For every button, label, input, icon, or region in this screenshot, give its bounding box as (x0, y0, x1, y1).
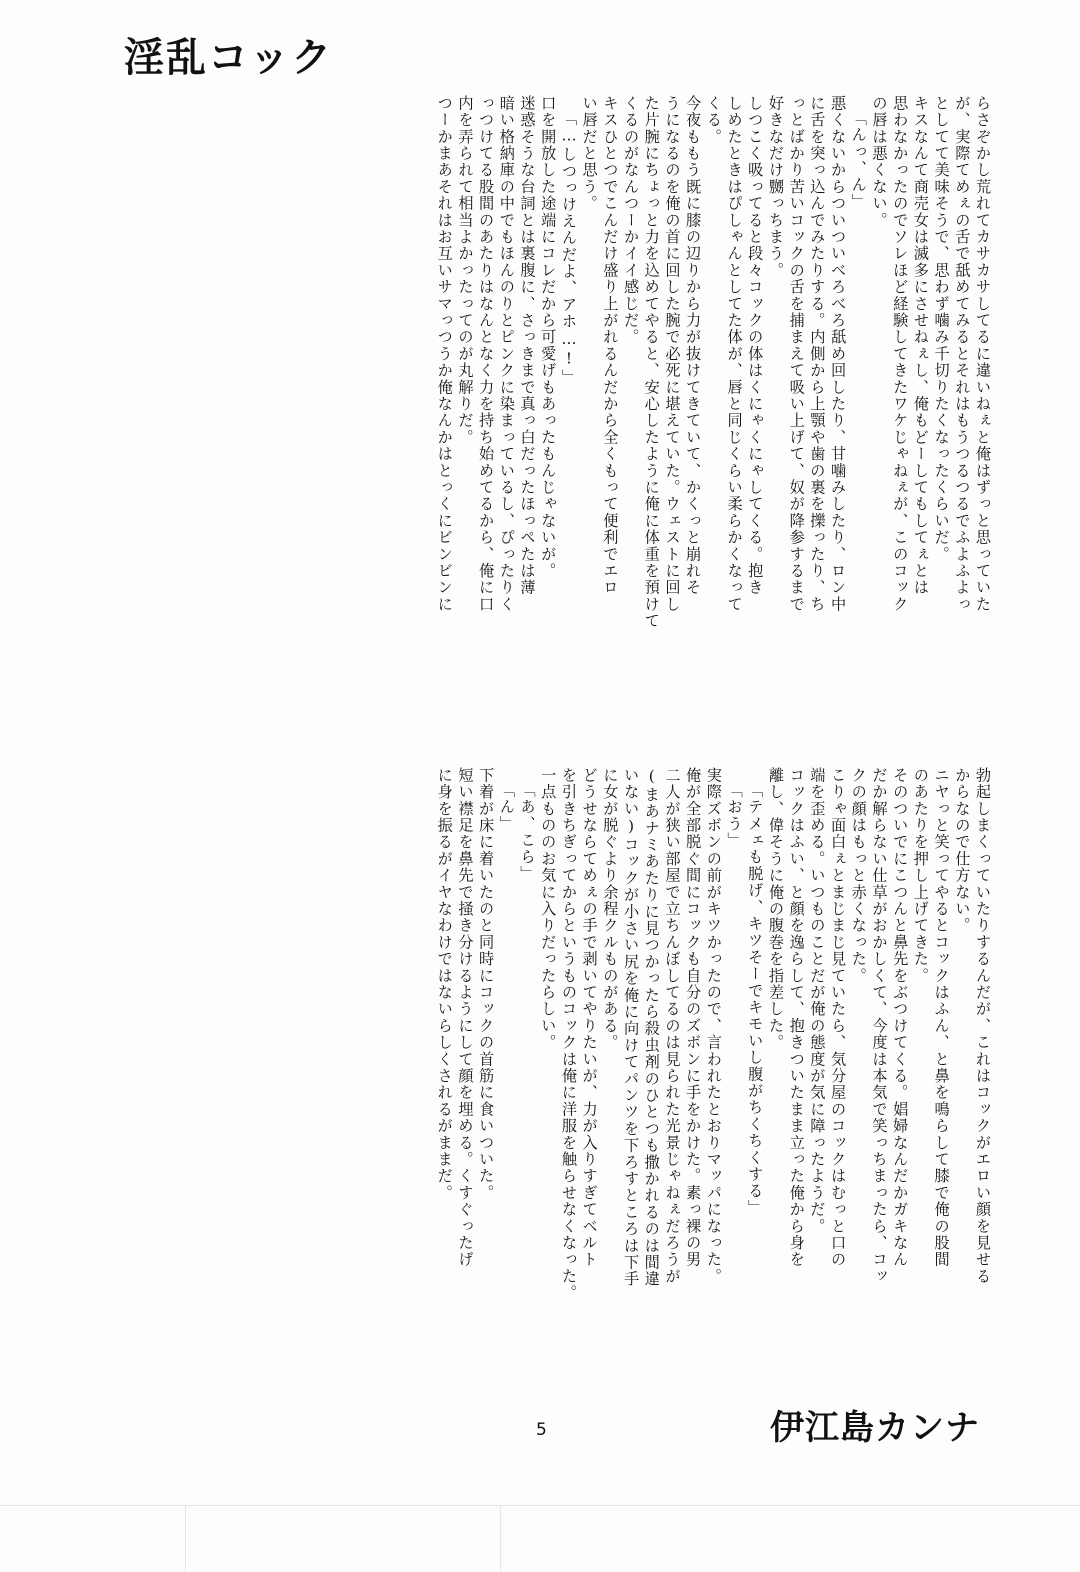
text-column: キスひとつでこんだけ盛り上がれるんだから全くもって便利でエロ (601, 95, 620, 596)
text-column: た片腕にちょっと力を込めてやると、安心したように俺に体重を預けて (642, 95, 661, 630)
text-column: くる。 (704, 95, 723, 146)
text-column: キスなんて商売女は滅多にさせねぇし、俺もどーしてもしてぇとは (911, 95, 930, 596)
text-column: 二人が狭い部屋で立ちんぼしてるのは見られた光景じゃねぇだろうが (663, 767, 682, 1285)
text-column: 勃起しまくっていたりするんだが、これはコックがエロい顔を見せる (974, 767, 992, 1285)
text-column: (まあナミあたりに見つかったら殺虫剤のひとつも撒かれるのは間違 (642, 767, 661, 1288)
text-column: っとばかり苦いコックの舌を捕まえて吸い上げて、奴が降参するまで (787, 95, 806, 613)
text-column: が、実際てめぇの舌で舐めてみるとそれはもうつるつるでふよふよっ (953, 95, 972, 613)
text-column: 「ん」 (497, 782, 516, 833)
text-column: に舌を突っ込んでみたりする。内側から上顎や歯の裏を擽ったり、ち (808, 95, 827, 613)
scan-edge-line-horizontal (0, 1505, 1080, 1506)
text-column: そのついでにこつんと鼻先をぶつけてくる。娼婦なんだかガキなん (891, 767, 910, 1268)
text-column: 下着が床に着いたのと同時にコックの首筋に食いついた。 (477, 767, 496, 1202)
scan-edge-line-right (500, 1505, 501, 1572)
text-column: からなので仕方ない。 (953, 767, 972, 934)
text-column: しめたときはぴしゃんとしてた体が、唇と同じくらい柔らかくなって (725, 95, 744, 613)
text-column: 悪くないからついついべろべろ舐め回したり、甘噛みしたり、ロン中 (829, 95, 848, 613)
text-column: 暗い格納庫の中でもほんのりとピンクに染まっているし、ぴったりく (497, 95, 516, 613)
text-column: のあたりを押し上げてきた。 (911, 767, 930, 985)
text-column: に女が脱ぐより余程クルものがある。 (601, 767, 620, 1051)
text-column: しつこく吸ってると段々コックの体はくにゃくにゃしてくる。抱き (746, 95, 765, 596)
page-number: 5 (536, 1420, 547, 1440)
text-column: 一点もののお気に入りだったらしい。 (539, 767, 558, 1051)
text-column: こりゃ面白ぇとまじまじ見ていたら、気分屋のコックはむっと口の (829, 767, 848, 1268)
text-column: 実際ズボンの前がキツかったので、言われたとおりマッパになった。 (704, 767, 723, 1285)
text-column: コックはふい、と顔を逸らして、抱きついたまま立った俺から身を (787, 767, 806, 1268)
text-column: を引きちぎってからというものコックは俺に洋服を触らせなくなった。 (559, 767, 578, 1302)
text-column: 「んっ、ん」 (849, 110, 868, 211)
text-column: 短い襟足を鼻先で掻き分けるようにして顔を埋める。くすぐったげ (456, 767, 475, 1268)
author-signature: 伊江島カンナ (770, 1408, 980, 1448)
text-block-lower (431, 767, 990, 1387)
text-column: つーかまあそれはお互いサマっつうか俺なんかはとっくにビンビンに (435, 95, 454, 613)
page-title: 淫乱コック (124, 35, 334, 81)
text-column: どうせならてめぇの手で剥いてやりたいが、力が入りすぎてベルト (580, 767, 599, 1268)
text-column: の唇は悪くない。 (870, 95, 889, 229)
text-column: 離し、偉そうに俺の腹巻を指差した。 (766, 767, 785, 1051)
text-column: 好きなだけ嬲っちまう。 (766, 95, 785, 279)
text-column: 「おう」 (725, 782, 744, 849)
body-text-area (110, 95, 990, 1395)
text-column: 俺が全部脱ぐ間にコックも自分のズボンに手をかけた。素っ裸の男 (684, 767, 703, 1268)
text-column: くるのがなんつーかイイ感じだ。 (622, 95, 641, 346)
text-column: っつけてる股間のあたりはなんとなく力を持ち始めてるから、俺に口 (477, 95, 496, 613)
text-column: 「テメェも脱げ、キツそーでキモいし腹がちくちくする」 (746, 782, 765, 1217)
text-column: 思わなかったのでソレほど経験してきたワケじゃねぇが、このコック (891, 95, 910, 613)
text-column: クの顔はもっと赤くなった。 (849, 767, 868, 985)
text-column: ニヤっと笑ってやるとコックはふん、と鼻を鳴らして膝で俺の股間 (932, 767, 951, 1268)
text-column: 「あ、こら」 (518, 782, 537, 883)
text-column: に身を振るがイヤなわけではないらしくされるがままだ。 (435, 767, 454, 1202)
text-block-upper (431, 95, 990, 755)
text-column: いない)コックが小さい尻を俺に向けてパンツを下ろすところは下手 (622, 767, 641, 1288)
text-column: 端を歪める。いつものことだが俺の態度が気に障ったようだ。 (808, 767, 827, 1235)
text-column: 内を弄られて相当よかったってのが丸解りだ。 (456, 95, 475, 446)
text-column: 迷惑そうな台詞とは裏腹に、さっきまで真っ白だったほっぺたは薄 (518, 95, 537, 596)
text-column: らさぞかし荒れてカサカサしてるに違いねぇと俺はずっと思っていた (974, 95, 992, 613)
scan-edge-line-left (185, 1505, 186, 1572)
text-column: うになるのを俺の首に回した腕で必死に堪えていた。ウェストに回し (663, 95, 682, 613)
text-column: 口を開放した途端にコレだから可愛げもあったもんじゃないが。 (539, 95, 558, 580)
text-column: 今夜ももう既に膝の辺りから力が抜けてきていて、かくっと崩れそ (684, 95, 703, 596)
text-column: い唇だと思う。 (580, 95, 599, 212)
text-column: 「…しつっけえんだよ、アホ…!」 (559, 110, 578, 386)
text-column: としてて美味そうで、思わず噛み千切りたくなったくらいだ。 (932, 95, 951, 563)
text-column: だか解らない仕草がおかしくて、今度は本気で笑っちまったら、コッ (870, 767, 889, 1285)
